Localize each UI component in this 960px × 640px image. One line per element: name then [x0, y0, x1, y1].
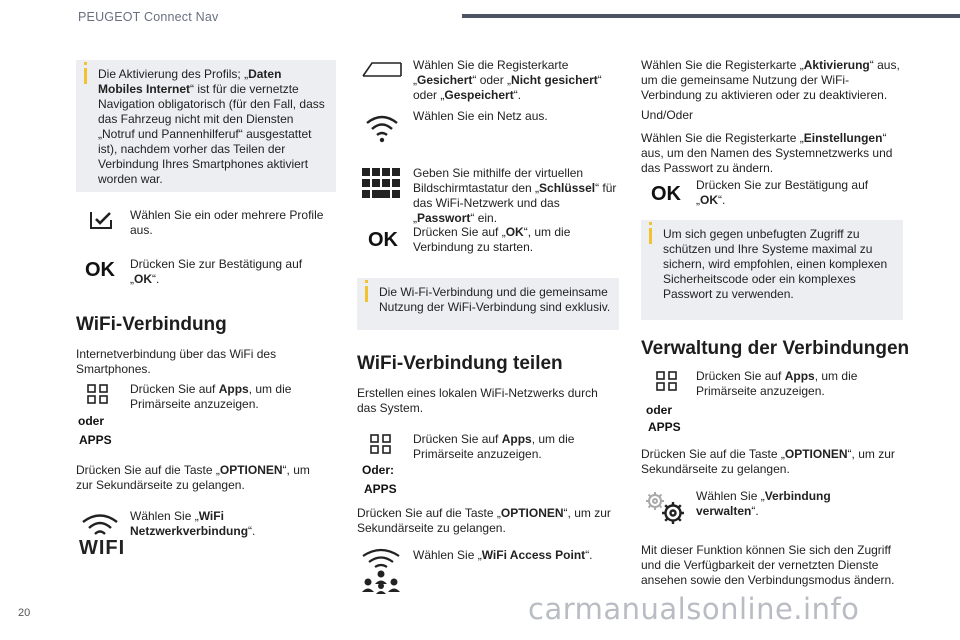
page-number: 20 [18, 607, 31, 619]
manage-description: Mit dieser Funktion können Sie sich den Zugriff und die Verfügbarkeit der vernetzten Dienste ansehen sowie den Verbindungsmodus ändern. [641, 543, 895, 587]
settings-text: Wählen Sie die Registerkarte „Einstellungen“ aus, um den Namen des Systemnetzwerks und das Passwort zu ändern. [641, 131, 893, 175]
step-select-tab: Wählen Sie die Registerkarte „Gesichert“ oder „Nicht gesichert“ oder „Gespeichert“. [413, 58, 602, 102]
oder-label: Oder: [362, 463, 395, 477]
info-note-text: Die Wi-Fi-Verbindung und die gemeinsame Nutzung der WiFi-Verbindung sind exklusiv. [379, 285, 611, 314]
keyboard-icon [362, 168, 402, 200]
checkbox-icon [90, 210, 112, 230]
info-note-text: Um sich gegen unbefugten Zugriff zu schützen und Ihre Systeme maximal zu sichern, wird empfohlen, einen komplexen Sicherheitscode oder ein komplexes Passwort zu verwenden. [663, 227, 888, 301]
apps-grid-icon [370, 434, 392, 454]
und-oder-text: Und/Oder [641, 108, 694, 122]
info-icon [84, 68, 87, 84]
step-select-profiles: Wählen Sie ein oder mehrere Profile aus. [130, 208, 324, 237]
header-bar [462, 14, 960, 18]
step-press-apps: Drücken Sie auf Apps, um die Primärseite anzuzeigen. [413, 432, 575, 461]
options-instruction: Drücken Sie auf die Taste „OPTIONEN“, um zur Sekundärseite zu gelangen. [357, 506, 611, 535]
step-manage-connections: Wählen Sie „Verbindung verwalten“. [696, 489, 831, 518]
step-press-apps: Drücken Sie auf Apps, um die Primärseite anzuzeigen. [696, 369, 858, 398]
wifi-share-intro: Erstellen eines lokalen WiFi-Netzwerks durch das System. [357, 386, 598, 415]
oder-label: oder [646, 403, 673, 417]
apps-label: APPS [79, 433, 112, 447]
watermark-text: carmanualsonline.info [528, 592, 860, 626]
step-select-network: Wählen Sie ein Netz aus. [413, 109, 548, 123]
step-press-ok: Drücken Sie zur Bestätigung auf „OK“. [696, 178, 869, 207]
info-note-profile [76, 60, 336, 192]
info-note-exclusive [357, 278, 619, 330]
access-point-icon [360, 548, 402, 594]
oder-label: oder [78, 414, 105, 428]
activation-text: Wählen Sie die Registerkarte „Aktivierung“ aus, um die gemeinsame Nutzung der WiFi-Verbindung zu aktivieren oder zu deaktivieren. [641, 58, 900, 102]
apps-label: APPS [364, 482, 397, 496]
info-icon [649, 228, 652, 244]
wifi-intro: Internetverbindung über das WiFi des Smartphones. [76, 347, 277, 376]
info-note-security [641, 220, 903, 320]
options-instruction: Drücken Sie auf die Taste „OPTIONEN“, um zur Sekundärseite zu gelangen. [641, 447, 895, 476]
step-enter-key-password: Geben Sie mithilfe der virtuellen Bildschirmtastatur den „Schlüssel“ für das WiFi-Netzwerk und das „Passwort“ ein. [413, 166, 617, 225]
options-instruction: Drücken Sie auf die Taste „OPTIONEN“, um zur Sekundärseite zu gelangen. [76, 463, 310, 492]
info-note-text: Die Aktivierung des Profils; „Daten Mobiles Internet“ ist für die vernetzte Navigation obligatorisch (für den Fall, dass das Fahrzeug nicht mit den Diensten „Notruf und Pannenhilferuf“ ausgestattet ist), nachdem vorher das Teilen der Verbindung Ihres Smartphones aktiviert worden war. [98, 67, 325, 186]
ok-icon: OK [85, 259, 115, 281]
step-press-apps: Drücken Sie auf Apps, um die Primärseite anzuzeigen. [130, 382, 292, 411]
info-icon [365, 286, 368, 302]
wifi-icon [80, 513, 120, 539]
manage-connections-gear-icon [644, 490, 688, 526]
apps-label: APPS [648, 420, 681, 434]
apps-grid-icon [87, 384, 109, 404]
wifi-share-heading: WiFi-Verbindung teilen [357, 353, 563, 374]
apps-grid-icon [656, 371, 678, 391]
wifi-label: WIFI [79, 537, 126, 559]
step-press-ok-connect: Drücken Sie auf „OK“, um die Verbindung zu starten. [413, 225, 571, 254]
step-press-ok: Drücken Sie zur Bestätigung auf „OK“. [130, 257, 303, 286]
manage-connections-heading: Verwaltung der Verbindungen [641, 338, 910, 359]
wifi-network-icon [365, 114, 399, 144]
tab-icon [362, 62, 402, 78]
manual-header-title: PEUGEOT Connect Nav [78, 10, 219, 24]
step-wifi-access-point: Wählen Sie „WiFi Access Point“. [413, 548, 593, 562]
wifi-heading: WiFi-Verbindung [76, 314, 227, 335]
ok-icon: OK [651, 183, 681, 205]
ok-icon: OK [368, 229, 398, 251]
step-wifi-network-connection: Wählen Sie „WiFi Netzwerkverbindung“. [130, 509, 256, 538]
